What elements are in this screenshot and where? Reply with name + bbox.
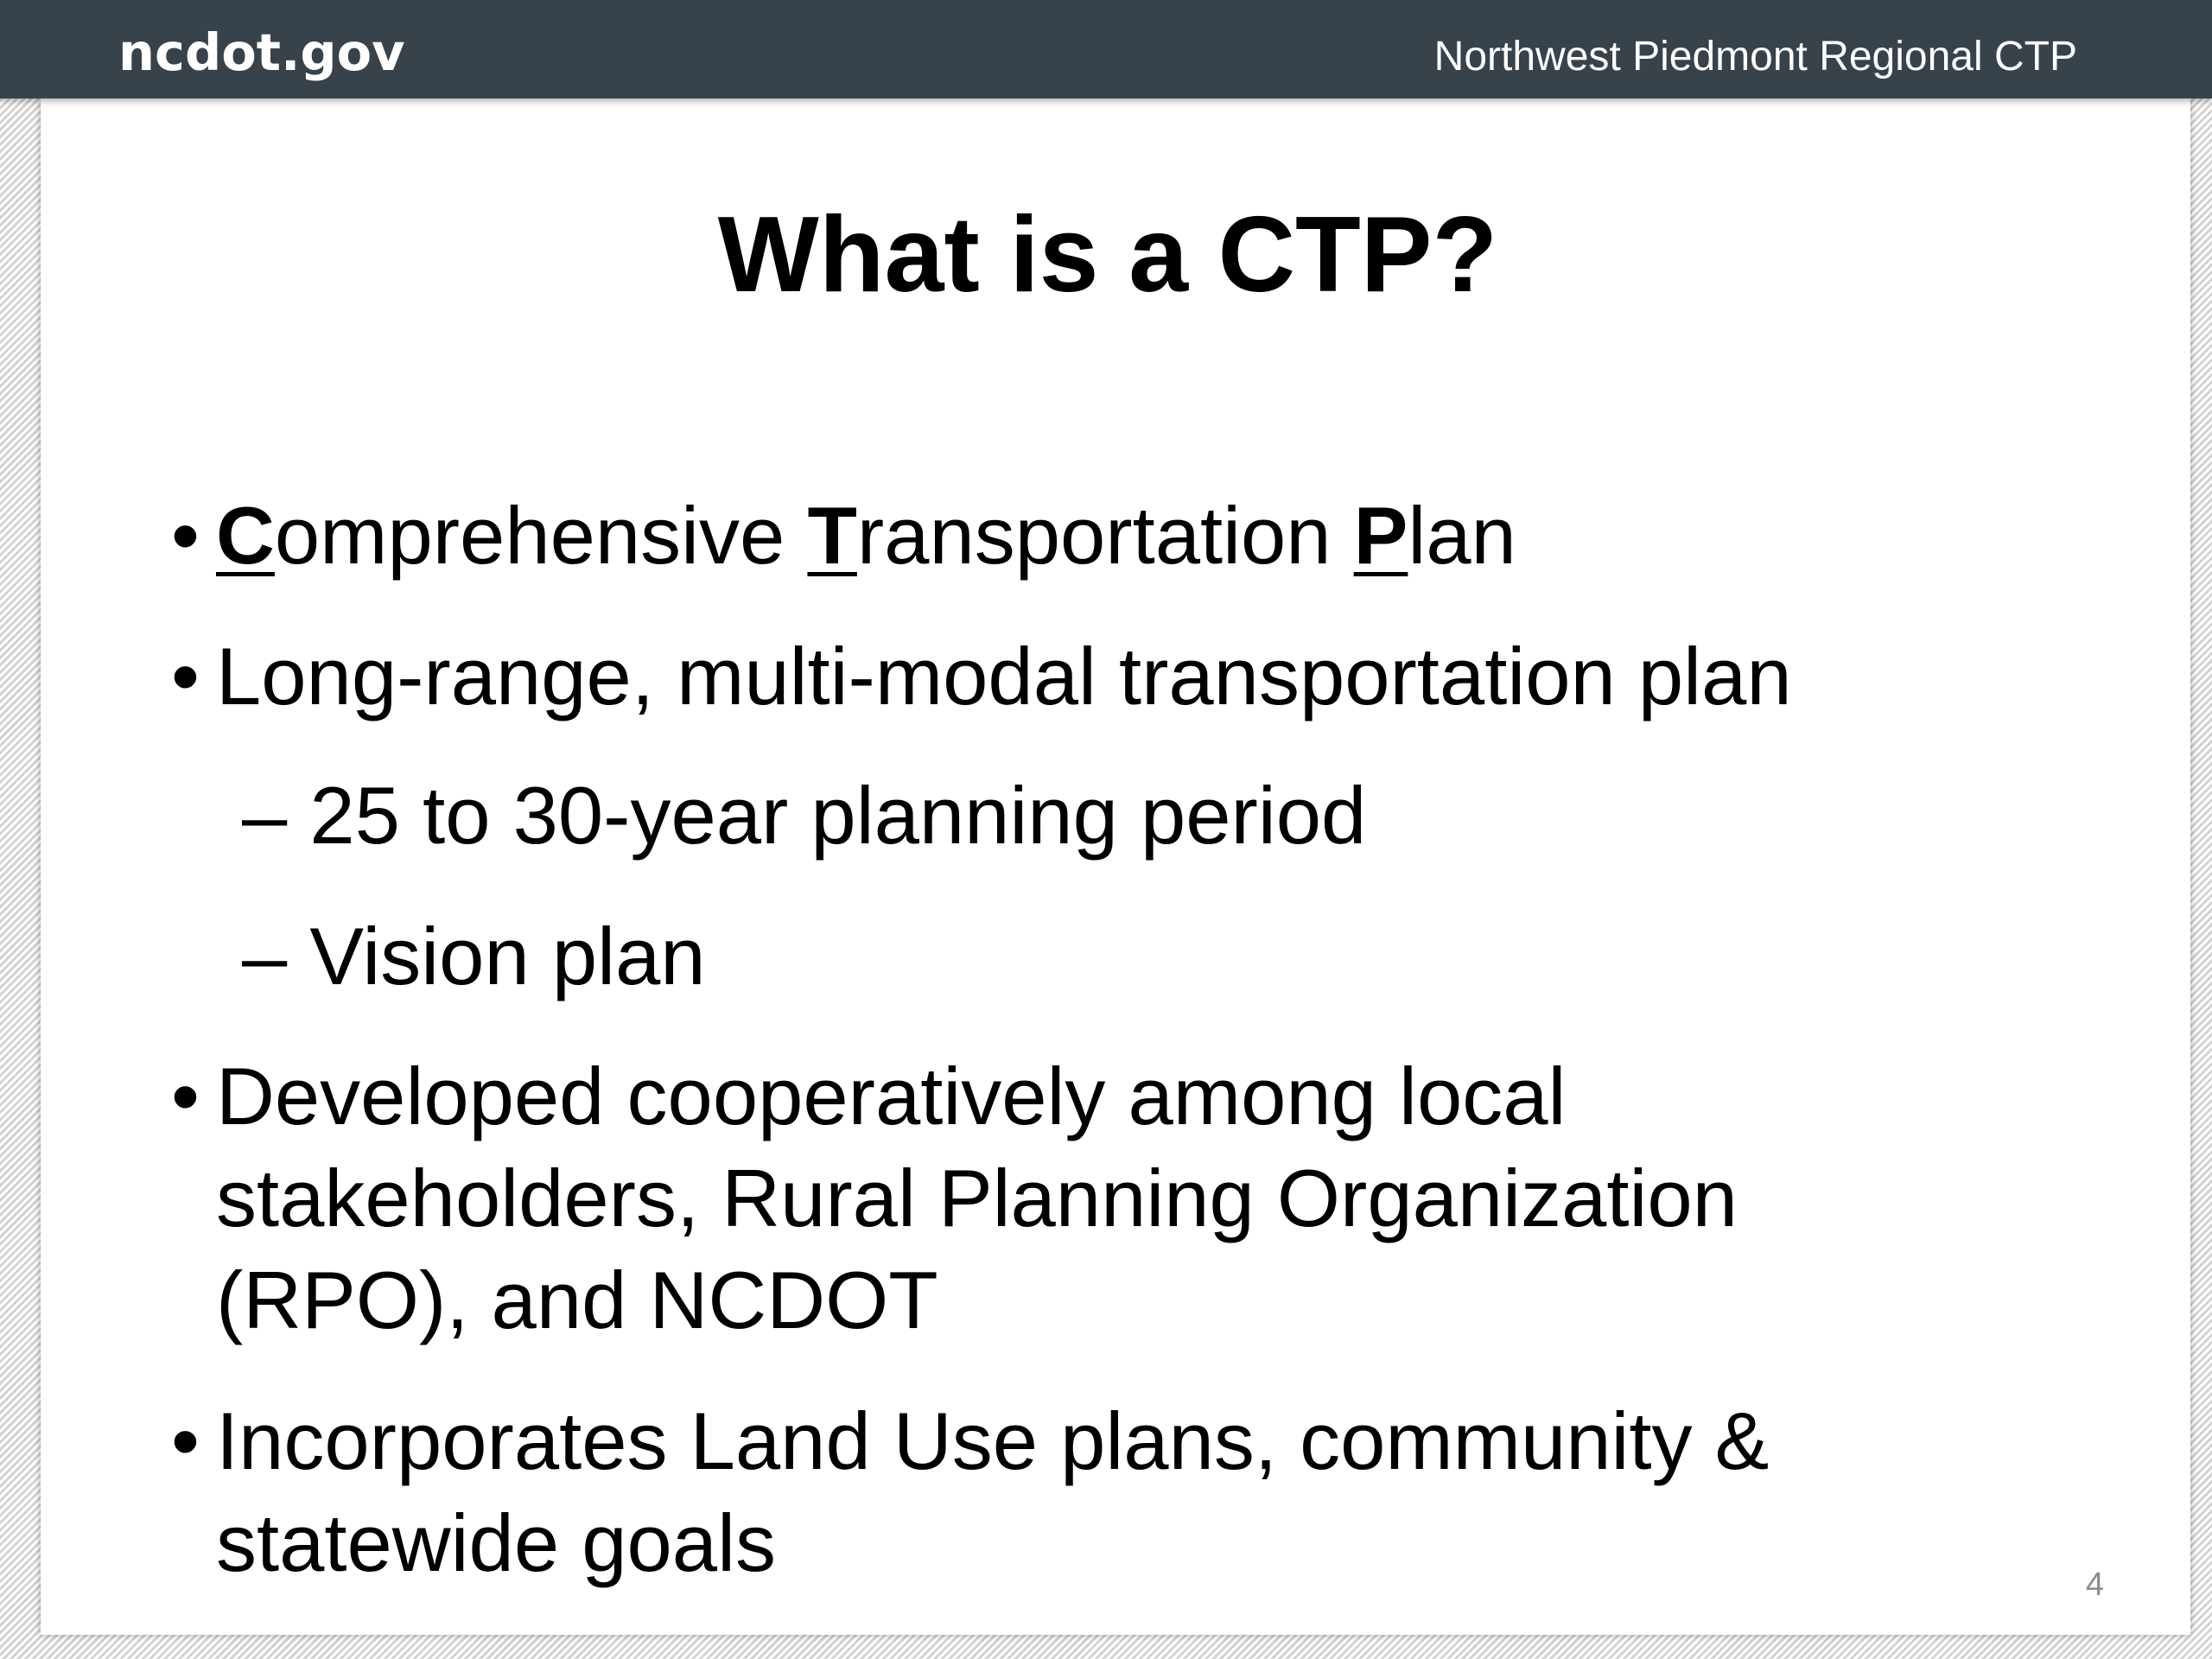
- acronym-letter-t: T: [807, 490, 857, 581]
- sub-bullet-dash: –: [242, 770, 288, 861]
- header-title: Northwest Piedmont Regional CTP: [1433, 34, 2077, 79]
- acronym-text-t: ransportation: [856, 490, 1354, 581]
- page-number: 4: [2085, 1567, 2104, 1603]
- bullet-incorporates: [171, 1390, 1770, 1594]
- slide-title: What is a CTP?: [717, 195, 1498, 315]
- sub-bullet-text: Vision plan: [309, 911, 706, 1001]
- bullet-line: stakeholders, Rural Planning Organization: [216, 1153, 1738, 1243]
- sub-bullet-dash: –: [242, 911, 288, 1001]
- slide-canvas: [41, 99, 2190, 1635]
- bullet-dot: •: [171, 1395, 200, 1486]
- bullet-ctp-definition: [171, 485, 1516, 587]
- ncdot-logo[interactable]: ncdot.gov: [118, 22, 405, 82]
- acronym-letter-p: P: [1353, 490, 1408, 581]
- bullet-text: Long-range, multi-modal transportation plan: [216, 631, 1792, 721]
- bullet-long-range: [171, 626, 1792, 728]
- bullet-line: Incorporates Land Use plans, community &: [216, 1395, 1770, 1486]
- bullet-dot: •: [171, 1051, 200, 1141]
- sub-bullet-text: 25 to 30-year planning period: [309, 770, 1367, 861]
- header-bar: [0, 0, 2212, 99]
- bullet-dot: •: [171, 490, 200, 581]
- bullet-line: Developed cooperatively among local: [216, 1051, 1567, 1141]
- acronym-text-c: omprehensive: [274, 490, 808, 581]
- bullet-line: (RPO), and NCDOT: [216, 1255, 938, 1345]
- acronym-letter-c: C: [216, 490, 275, 581]
- sub-bullet-vision-plan: [242, 906, 706, 1007]
- bullet-dot: •: [171, 631, 200, 721]
- bullet-line: statewide goals: [216, 1497, 776, 1588]
- sub-bullet-planning-period: [242, 765, 1366, 867]
- bullet-developed-cooperatively: [171, 1046, 1738, 1351]
- acronym-text-p: lan: [1408, 490, 1516, 581]
